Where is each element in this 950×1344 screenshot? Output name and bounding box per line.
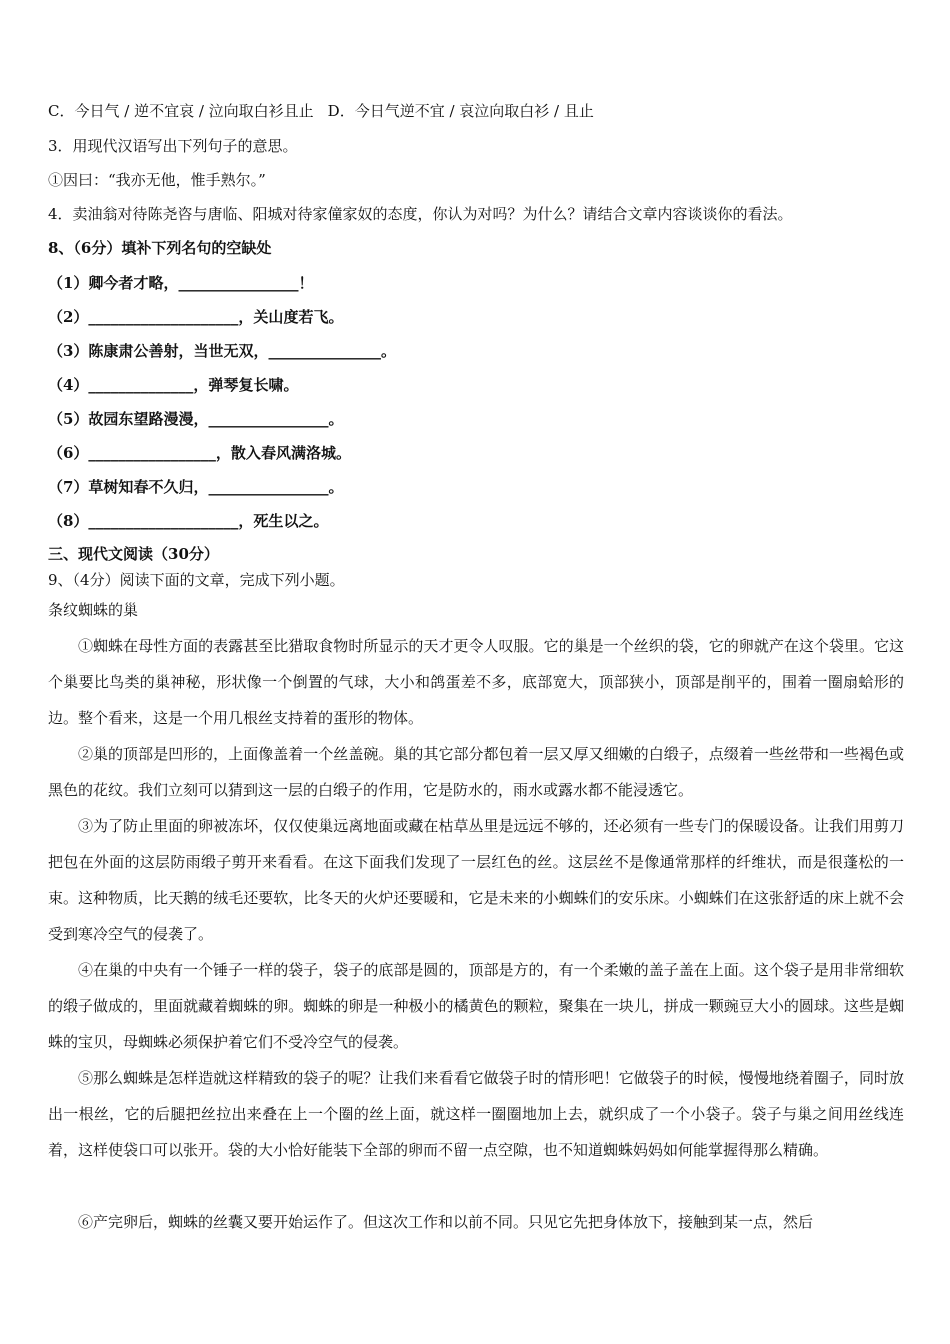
question7-sub4: 4．卖油翁对待陈尧咨与唐临、阳城对待家僮家奴的态度，你认为对吗？为什么？请结合文章内容谈谈你的看法。: [48, 205, 793, 223]
question7-sub3-sentence: ①因曰：“我亦无他，惟手熟尔。”: [48, 171, 266, 189]
question8-header: 8、（6分）填补下列名句的空缺处: [48, 239, 272, 257]
fill-blank-item-7: （7）草树知春不久归，________________。: [48, 478, 344, 496]
fill-blank-item-6: （6）_________________，散入春风满洛城。: [48, 444, 351, 462]
article-paragraph-3: ③为了防止里面的卵被冻坏，仅仅使巢远离地面或藏在枯草丛里是远远不够的，还必须有一些专门的保暖设备。让我们用剪刀把包在外面的这层防雨缎子剪开来看看。在这下面我们发现了一层红色的丝。这层丝不是像通常那样的纤维状，而是很蓬松的一束。这种物质，比天鹅的绒毛还要软，比冬天的火炉还要暖和，它是未来的小蜘蛛们的安乐床。小蜘蛛们在这张舒适的床上就不会受到寒冷空气的侵袭了。: [48, 817, 904, 943]
article-paragraph-6: ⑥产完卵后，蜘蛛的丝囊又要开始运作了。但这次工作和以前不同。只见它先把身体放下，接触到某一点，然后: [78, 1213, 814, 1231]
question9-intro: 9、（4分）阅读下面的文章，完成下列小题。: [48, 571, 345, 589]
fill-blank-item-4: （4）______________，弹琴复长啸。: [48, 376, 299, 394]
question7-sub3: 3．用现代汉语写出下列句子的意思。: [48, 137, 298, 155]
section3-header: 三、现代文阅读（30分）: [48, 545, 219, 563]
option-c: C．今日气 / 逆不宜哀 / 泣向取白衫且止: [48, 102, 314, 120]
question7-options-cd: [48, 101, 594, 121]
fill-blank-item-5: （5）故园东望路漫漫，________________。: [48, 410, 344, 428]
article-paragraph-4: ④在巢的中央有一个锤子一样的袋子，袋子的底部是圆的，顶部是方的，有一个柔嫩的盖子盖在上面。这个袋子是用非常细软的缎子做成的，里面就藏着蜘蛛的卵。蜘蛛的卵是一种极小的橘黄色的颗粒，聚集在一块儿，拼成一颗豌豆大小的圆球。这些是蜘蛛的宝贝，母蜘蛛必须保护着它们不受冷空气的侵袭。: [48, 961, 904, 1051]
article-paragraph-1: ①蜘蛛在母性方面的表露甚至比猎取食物时所显示的天才更令人叹服。它的巢是一个丝织的袋，它的卵就产在这个袋里。它这个巢要比鸟类的巢神秘，形状像一个倒置的气球，大小和鸽蛋差不多，底部宽大，顶部狭小，顶部是削平的，围着一圈扇蛤形的边。整个看来，这是一个用几根丝支持着的蛋形的物体。: [48, 637, 904, 727]
fill-blank-item-3: （3）陈康肃公善射，当世无双，_______________。: [48, 342, 396, 360]
fill-blank-item-8: （8）____________________，死生以之。: [48, 512, 329, 530]
fill-blank-item-2: （2）____________________，关山度若飞。: [48, 308, 344, 326]
article-paragraph-5: ⑤那么蜘蛛是怎样造就这样精致的袋子的呢？让我们来看看它做袋子时的情形吧！它做袋子的时候，慢慢地绕着圈子，同时放出一根丝，它的后腿把丝拉出来叠在上一个圈的丝上面，就这样一圈圈地加上去，就织成了一个小袋子。袋子与巢之间用丝线连着，这样使袋口可以张开。袋的大小恰好能装下全部的卵而不留一点空隙，也不知道蜘蛛妈妈如何能掌握得那么精确。: [48, 1069, 904, 1159]
article-paragraph-2: ②巢的顶部是凹形的，上面像盖着一个丝盖碗。巢的其它部分都包着一层又厚又细嫩的白缎子，点缀着一些丝带和一些褐色或黑色的花纹。我们立刻可以猜到这一层的白缎子的作用，它是防水的，雨水或露水都不能浸透它。: [48, 745, 904, 799]
option-d: D．今日气逆不宜 / 哀泣向取白衫 / 且止: [327, 102, 594, 120]
fill-blank-item-1: （1）卿今者才略，________________！: [48, 274, 314, 292]
article-title: 条纹蜘蛛的巢: [48, 601, 139, 619]
